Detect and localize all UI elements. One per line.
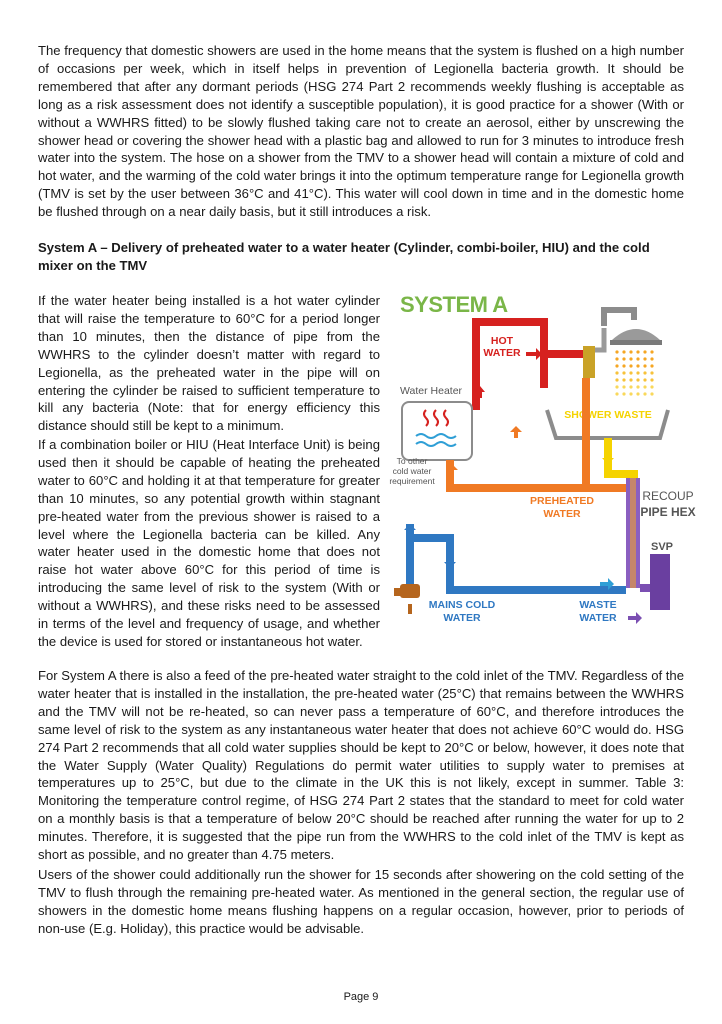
svp-label: SVP [650,541,674,553]
mains-cold-water-label: MAINS COLD WATER [428,599,496,624]
hot-water-label: HOT WATER [483,335,521,359]
users-paragraph: Users of the shower could additionally run the shower for 15 seconds after showering on the cold setting of the TMV to flush through the remaining pre-heated water. As mentioned in the general section, the regular use of showers in the domestic home means flushing happens on a regular occasion, however, prior to periods of non-use (E.g. Holiday), this practice would be advisable. [38,867,684,936]
shower-spray [615,350,653,395]
tmv-arm [595,328,604,350]
tmv-paragraph: For System A there is also a feed of the pre-heated water straight to the cold inlet of the TMV. Regardless of the water heater that is installed in the installation, the pre-heated water (25°C) that remains between the WWHRS and the TMV will not be re-heated, so can never pass a temperature of 60°C, and therefore introduces the same level of risk to the system as any instantaneous water heater that does not achieve 60°C would do. HSG 274 Part 2 recommends that all cold water supplies should be kept to 20°C or below, however, it does note that the Water Supply (Water Quality) Regulations do permit water utilities to supply water to premises at temperatures up to 25°C, but due to the climate in the UK this is not likely, except in summer. Table 3: Monitoring the temperature control regime, of HSG 274 Part 2 states that the standard to meet for cold water on a monthly basis is that a temperature of below 20°C should be reached after running the water for up to 2 minutes. Therefore, it is suggested that the pipe run from the WWHRS to the cold inlet of the TMV is kept as short as possible, and no greater than 4.75 meters. [38,668,684,863]
stop-valve-icon [394,584,420,614]
cylinder-paragraph: If the water heater being installed is a hot water cylinder that will raise the temperature to 60°C for a period longer than 10 minutes, then the distance of pipe from the WWHRS to the cylinder doesn’t matter with regard to Legionella, as the preheated water in the pipe will on entering the cylinder be raised to sufficient temperature to kill any bacteria (Note: that for energy efficiency this distance should still be kept to a minimum. [38,293,380,434]
other-cold-water-label: To other cold water requirement [389,456,435,486]
recoup-label: RECOUP PIPE HEX [640,489,696,519]
svp-stack [650,554,670,610]
waste-water-label: WASTE WATER [579,599,617,624]
shower-waste-arrow-icon [602,452,614,464]
tmv-valve [583,346,595,378]
combi-paragraph: If a combination boiler or HIU (Heat Interface Unit) is being used then it should be capable of heating the preheated water to 60°C and holding it at that temperature for greater than 10 minutes, so any potential growth within stagnant pre-heated water from the previous shower is raised to a level where the Legionella bacteria can be killed. Any water heater used in the domestic home that does not raise hot water above 60°C for this period of time is introducing the same level of risk to the system (With or without a WWHRS), and these risks need to be assessed in terms of the level and frequency of usage, and whether the device is used for stored or instantaneous hot water. [38,437,380,649]
mains-cold-water-pipe [410,538,626,590]
water-heater-label: Water Heater [400,385,463,397]
intro-paragraph: The frequency that domestic showers are used in the home means that the system is flushed on a high number of occasions per week, which in itself helps in prevention of Legionella bacteria growth. It should be remembered that after any dormant periods (HSG 274 Part 2 recommends weekly flushing is acceptable as long as a risk assessment does not identify a susceptible population), it is good practice for a shower (With or without a WWHRS fitted) to be slowly flushed taking care not to create an aerosol, either by unscrewing the shower head or covering the shower head with a plastic bag and allowed to run for 3 minutes to introduce fresh water into the system. The hose on a shower from the TMV to a shower head will contain a mixture of cold and hot water, and the warming of the cold water brings it into the optimum temperature range for Legionella growth (TMV is set by the user between 36°C and 41°C). This water will cool down in time and in the domestic home be flushed through on a near daily basis, but it still introduces a risk. [38,43,684,220]
shower-head-icon [604,310,662,345]
shower-waste-label: SHOWER WASTE [564,409,652,421]
preheated-arrow-tmv-icon [510,426,522,438]
section-heading: System A – Delivery of preheated water to a water heater (Cylinder, combi-boiler, HIU) and the cold mixer on the TMV [38,240,650,273]
hot-arrow-icon [526,348,542,360]
cold-down-arrow-icon [444,556,456,568]
preheated-water-label: PREHEATED WATER [530,495,594,520]
system-a-diagram [389,288,696,633]
diagram-title: SYSTEM A [400,292,508,317]
waste-arrow-icon [628,612,642,624]
page-number: Page 9 [343,991,379,1003]
water-heater-box [402,402,472,460]
